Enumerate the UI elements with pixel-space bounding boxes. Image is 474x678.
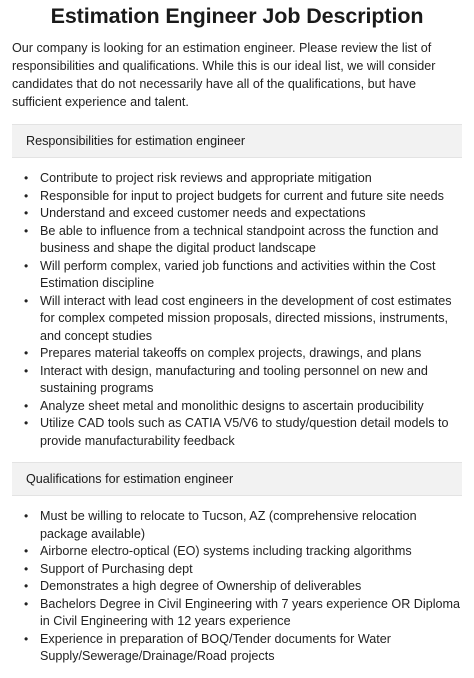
list-item-text: Be able to influence from a technical standpoint across the function and business and shape the digital product landscape [40, 223, 439, 255]
bullet-icon: • [24, 561, 29, 576]
intro-paragraph: Our company is looking for an estimation engineer. Please review the list of responsibilities and qualifications. While this is our ideal list, we will consider candidates that do not necessarily have all of the qualifications, but have sufficient experience and talent. [12, 41, 436, 109]
list-item [12, 631, 462, 666]
list-item [12, 170, 462, 188]
responsibilities-list [12, 158, 462, 450]
responsibilities-heading: Responsibilities for estimation engineer [12, 124, 462, 158]
list-item [12, 561, 462, 579]
bullet-icon: • [24, 223, 29, 238]
list-item-text: Interact with design, manufacturing and tooling personnel on new and sustaining programs [40, 363, 428, 395]
list-item-text: Demonstrates a high degree of Ownership of deliverables [40, 579, 362, 593]
list-item [12, 596, 462, 631]
list-item [12, 223, 462, 258]
bullet-icon: • [24, 363, 29, 378]
list-item [12, 415, 462, 450]
list-item-text: Will interact with lead cost engineers in the development of cost estimates for complex competed mission proposals, directed missions, instruments, and concept studies [40, 293, 452, 343]
list-item-text: Understand and exceed customer needs and expectations [40, 206, 366, 220]
list-item [12, 363, 462, 398]
bullet-icon: • [24, 258, 29, 273]
bullet-icon: • [24, 416, 29, 430]
list-item-text: Must be willing to relocate to Tucson, AZ (comprehensive relocation package available) [40, 509, 417, 541]
list-item [12, 508, 462, 543]
list-item-text: Support of Purchasing dept [40, 561, 193, 576]
bullet-icon: • [24, 398, 29, 413]
list-item-text: Bachelors Degree in Civil Engineering with 7 years experience OR Diploma in Civil Engineering with 12 years experience [40, 596, 460, 628]
list-item [12, 398, 462, 416]
qualifications-list [12, 496, 462, 666]
bullet-icon: • [24, 509, 29, 523]
bullet-icon: • [24, 293, 29, 308]
list-item-text: Analyze sheet metal and monolithic designs to ascertain producibility [40, 398, 424, 413]
bullet-icon: • [24, 631, 29, 646]
list-item [12, 258, 462, 293]
list-item [12, 578, 462, 596]
list-item-text: Prepares material takeoffs on complex projects, drawings, and plans [40, 346, 422, 360]
list-item-text: Experience in preparation of BOQ/Tender documents for Water Supply/Sewerage/Drainage/Road projects [40, 631, 391, 663]
list-item [12, 205, 462, 223]
list-item-text: Contribute to project risk reviews and appropriate mitigation [40, 171, 372, 185]
page-title: Estimation Engineer Job Description [50, 4, 424, 28]
bullet-icon: • [24, 346, 29, 360]
list-item-text: Responsible for input to project budgets for current and future site needs [40, 188, 444, 203]
list-item [12, 345, 462, 363]
list-item-text: Utilize CAD tools such as CATIA V5/V6 to study/question detail models to provide manufacturability feedback [40, 416, 449, 448]
bullet-icon: • [24, 579, 29, 593]
list-item-text: Will perform complex, varied job functions and activities within the Cost Estimation discipline [40, 258, 436, 290]
list-item [12, 543, 462, 561]
qualifications-heading: Qualifications for estimation engineer [12, 462, 462, 496]
list-item [12, 188, 462, 206]
bullet-icon: • [24, 188, 29, 203]
bullet-icon: • [24, 544, 29, 558]
bullet-icon: • [24, 171, 29, 185]
list-item [12, 293, 462, 346]
bullet-icon: • [24, 596, 29, 611]
list-item-text: Airborne electro-optical (EO) systems including tracking algorithms [40, 544, 412, 558]
bullet-icon: • [24, 206, 29, 220]
